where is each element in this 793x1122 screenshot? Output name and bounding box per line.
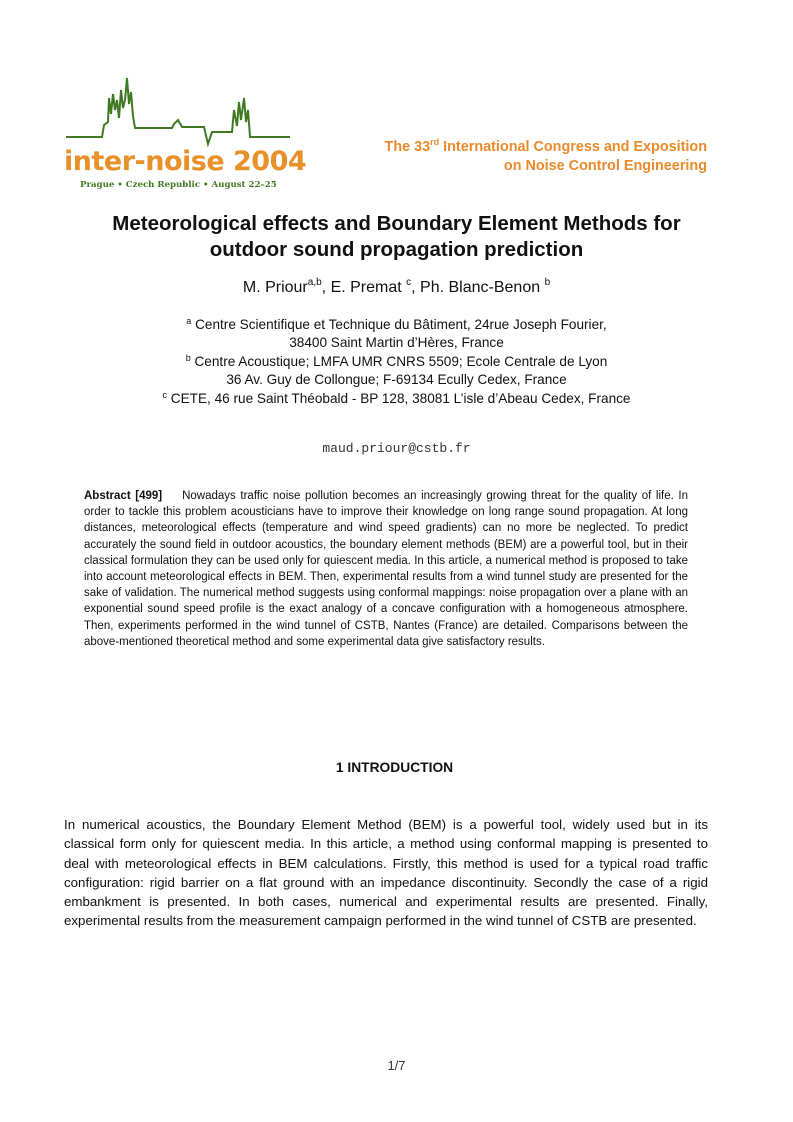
affiliations xyxy=(0,316,793,408)
section-heading-introduction: 1 INTRODUCTION xyxy=(335,760,454,775)
affiliation-c-line-1: $^c$ CETE, 46 rue Saint Théobald - BP 128, 38081 L’isle d’Abeau Cedex, France xyxy=(162,389,631,406)
title-line-2: outdoor sound propagation prediction xyxy=(209,238,584,261)
affiliation-b-line-2: 36 Av. Guy de Collongue; F-69134 Ecully Cedex, France xyxy=(226,372,567,388)
author-name: E. Premat xyxy=(330,279,407,296)
title-line-1: Meteorological effects and Boundary Element Methods for xyxy=(112,212,681,235)
author-affiliation-mark: a,b xyxy=(307,277,322,288)
author-name: Ph. Blanc-Benon xyxy=(420,279,545,296)
author-name: M. Priour xyxy=(242,279,308,296)
ordinal-suffix: rd xyxy=(430,137,440,147)
contact-email[interactable]: maud.priour@cstb.fr xyxy=(322,441,471,456)
congress-header xyxy=(385,138,707,176)
introduction-paragraph: In numerical acoustics, the Boundary Element Method (BEM) is a powerful tool, widely used but in its classical form only for quiescent media. In this article, a method using conformal mapping is presented to deal with meteorological effects in BEM calculations. Firstly, this method is used for a typical road traffic configuration: rigid barrier on a flat ground with an impedance discontinuity. Secondly the case of a rigid embankment is presented. In both cases, numerical and experimental results are presented. Finally, experimental results from the measurement campaign performed in the wind tunnel of CSTB are presented. xyxy=(64,817,708,929)
page-number: 1/7 xyxy=(387,1058,406,1073)
affiliation-a-line-1: $^a$ Centre Scientifique et Technique du Bâtiment, 24rue Joseph Fourier, xyxy=(186,316,607,332)
congress-line-1: The 33rd International Congress and Exposition xyxy=(384,137,707,155)
abstract-text: Nowadays traffic noise pollution becomes an increasingly growing threat for the quality of life. In order to tackle this problem acousticians have to improve their knowledge on long range sound propagation. At long distances, meteorological effects (temperature and wind speed gradients) can no more be neglected. To predict accurately the sound field in outdoor acoustics, the boundary element methods (BEM) are a powerful tool, but in their classical formulation they can be used only for quiescent media. In this article, a numerical method is proposed to take into account meteorological effects in BEM. Then, experimental results from a wind tunnel study are presented for the sake of validation. The numerical method suggests using conformal mappings: noise propagation over a plane with an exponential sound speed profile is the exact analogy of a concave configuration with a homogeneous atmosphere. Then, experiments performed in the wind tunnel of CSTB, Nantes (France) are detailed. Comparisons between the above-mentioned theoretical method and some experimental data give satisfactory results. xyxy=(84,490,688,648)
paper-title xyxy=(40,211,753,263)
affiliation-a-line-2: 38400 Saint Martin d’Hères, France xyxy=(289,335,504,351)
author-list: M. Priour$^{a,b}$, E. Premat $^c$, Ph. Blanc-Benon $^b$ xyxy=(242,277,551,296)
skyline-line-art-icon xyxy=(62,70,294,150)
abstract-label: Abstract [499] xyxy=(84,490,163,502)
logo-subtitle: Prague • Czech Republic • August 22–25 xyxy=(80,180,277,190)
affiliation-b-line-1: $^b$ Centre Acoustique; LMFA UMR CNRS 5509; Ecole Centrale de Lyon xyxy=(185,352,608,369)
abstract xyxy=(84,488,688,650)
congress-line-2: on Noise Control Engineering xyxy=(503,158,707,174)
author-affiliation-mark: c xyxy=(406,277,412,288)
author-affiliation-mark: b xyxy=(544,277,551,288)
conference-logo xyxy=(62,70,307,192)
logo-wordmark: inter-noise 2004 xyxy=(64,146,307,177)
